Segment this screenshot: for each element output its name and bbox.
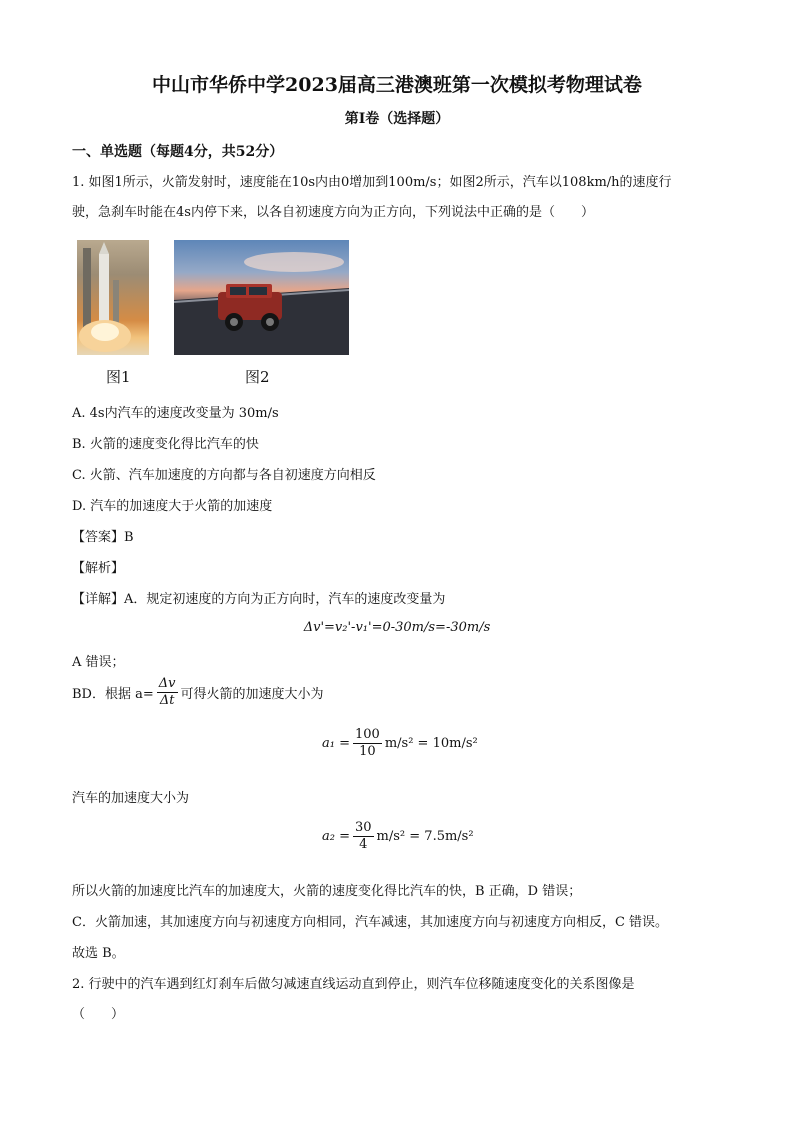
option-d: D. 汽车的加速度大于火箭的加速度 xyxy=(72,499,273,514)
q2-stem: 2. 行驶中的汽车遇到红灯刹车后做匀减速直线运动直到停止，则汽车位移随速度变化的关系图像是 xyxy=(72,977,635,992)
analysis-label: 【解析】 xyxy=(72,561,125,576)
eq2-fraction xyxy=(353,727,382,760)
eq3-rhs: m/s² = 7.5m/s² xyxy=(376,829,474,844)
bd-fraction-num: Δv xyxy=(158,676,176,691)
bd-fraction-den: Δt xyxy=(159,693,175,708)
car-image xyxy=(174,240,349,355)
eq3-den: 4 xyxy=(359,837,368,852)
equation-a2 xyxy=(322,820,474,853)
rocket-launch-image xyxy=(77,240,149,355)
eq2-num: 100 xyxy=(355,727,380,742)
figure-1-caption: 图1 xyxy=(106,368,131,386)
q2-blank: （ ） xyxy=(72,1007,125,1022)
conclusion: 所以火箭的加速度比汽车的加速度大，火箭的速度变化得比汽车的快，B 正确，D 错误； xyxy=(72,884,582,899)
car-accel-text: 汽车的加速度大小为 xyxy=(72,791,190,806)
bd-fraction xyxy=(157,676,178,709)
eq3-fraction xyxy=(353,820,374,853)
equation-delta-v: Δv'=v₂'-v₁'=0-30m/s=-30m/s xyxy=(303,620,491,635)
exam-title: 中山市华侨中学2023届高三港澳班第一次模拟考物理试卷 xyxy=(152,74,642,96)
bd-prefix: BD．根据 a= xyxy=(72,687,154,702)
option-a: A. 4s内汽车的速度改变量为 30m/s xyxy=(72,406,279,421)
eq2-lhs: a₁ = xyxy=(322,736,350,751)
eq3-num: 30 xyxy=(355,820,372,835)
a-wrong: A 错误； xyxy=(72,655,125,670)
q1-stem-line2: 驶，急刹车时能在4s内停下来，以各自初速度方向为正方向，下列说法中正确的是（ ） xyxy=(72,205,594,220)
bd-suffix: 可得火箭的加速度大小为 xyxy=(180,687,324,702)
c-explanation: C．火箭加速，其加速度方向与初速度方向相同，汽车减速，其加速度方向与初速度方向相反，C 错误。 xyxy=(72,915,669,930)
figure-2-caption: 图2 xyxy=(245,368,270,386)
part-title: 第I卷（选择题） xyxy=(344,111,450,127)
option-b: B. 火箭的速度变化得比汽车的快 xyxy=(72,437,259,452)
bd-line xyxy=(72,676,324,709)
section-heading: 一、单选题（每题4分，共52分） xyxy=(72,144,284,160)
option-c: C. 火箭、汽车加速度的方向都与各自初速度方向相反 xyxy=(72,468,376,483)
final-choice: 故选 B。 xyxy=(72,946,125,961)
eq3-lhs: a₂ = xyxy=(322,829,350,844)
detail-a: 【详解】A．规定初速度的方向为正方向时，汽车的速度改变量为 xyxy=(72,592,446,607)
q1-stem-line1: 1. 如图1所示，火箭发射时，速度能在10s内由0增加到100m/s；如图2所示，汽车以108km/h的速度行 xyxy=(72,175,672,190)
answer: 【答案】B xyxy=(72,530,134,545)
eq2-den: 10 xyxy=(359,744,376,759)
equation-a1 xyxy=(322,727,478,760)
eq2-rhs: m/s² = 10m/s² xyxy=(384,736,478,751)
